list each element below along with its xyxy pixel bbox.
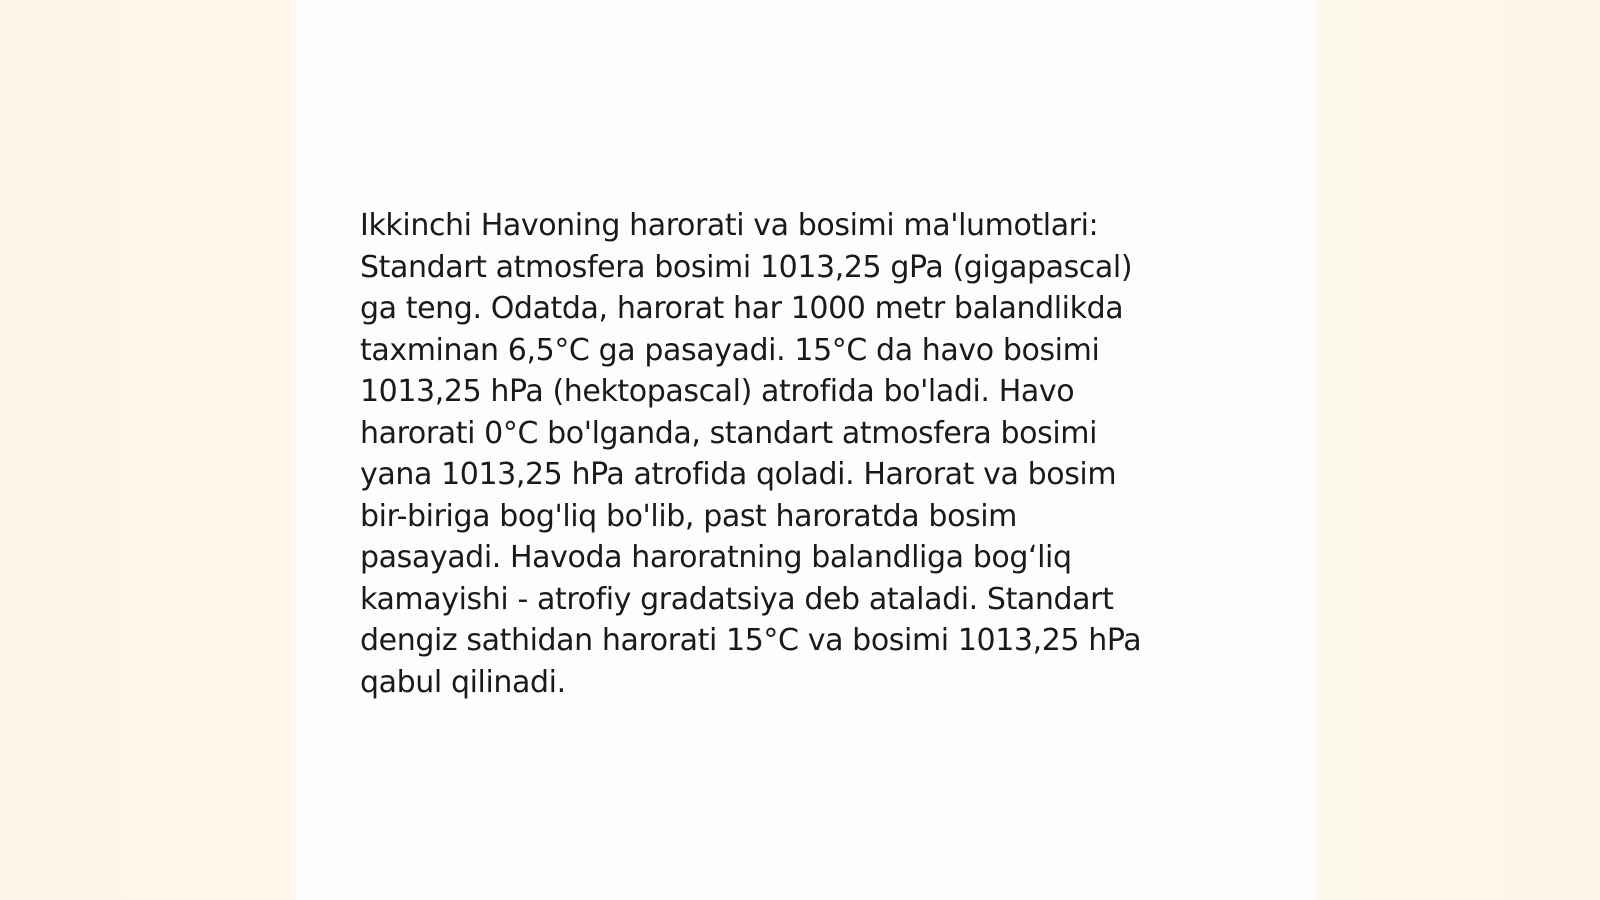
text-line: kamayishi - atrofiy gradatsiya deb ataladi. Standart bbox=[360, 581, 1114, 617]
text-line: ga teng. Odatda, harorat har 1000 metr balandlikda bbox=[360, 291, 1124, 326]
text-line: harorati 0°C bo'lganda, standart atmosfera bosimi bbox=[360, 415, 1098, 451]
text-line: pasayadi. Havoda haroratning balandliga bog‘liq bbox=[360, 540, 1072, 575]
text-line: bir-biriga bog'liq bo'lib, past haroratda bosim bbox=[360, 498, 1018, 534]
text-line: Ikkinchi Havoning harorati va bosimi ma'lumotlari: bbox=[360, 208, 1099, 243]
text-line: yana 1013,25 hPa atrofida qoladi. Harorat va bosim bbox=[360, 457, 1117, 492]
text-line: 1013,25 hPa (hektopascal) atrofida bo'ladi. Havo bbox=[360, 374, 1075, 409]
text-line: dengiz sathidan harorati 15°C va bosimi 1013,25 hPa bbox=[360, 623, 1142, 658]
right-background-panel bbox=[1316, 0, 1600, 900]
slide-body-text bbox=[360, 205, 1260, 703]
text-line: qabul qilinadi. bbox=[360, 664, 566, 700]
text-line: taxminan 6,5°C ga pasayadi. 15°C da havo bosimi bbox=[360, 332, 1100, 368]
left-background-panel bbox=[0, 0, 296, 900]
text-line: Standart atmosfera bosimi 1013,25 gPa (gigapascal) bbox=[360, 249, 1133, 285]
slide-canvas bbox=[296, 0, 1316, 900]
